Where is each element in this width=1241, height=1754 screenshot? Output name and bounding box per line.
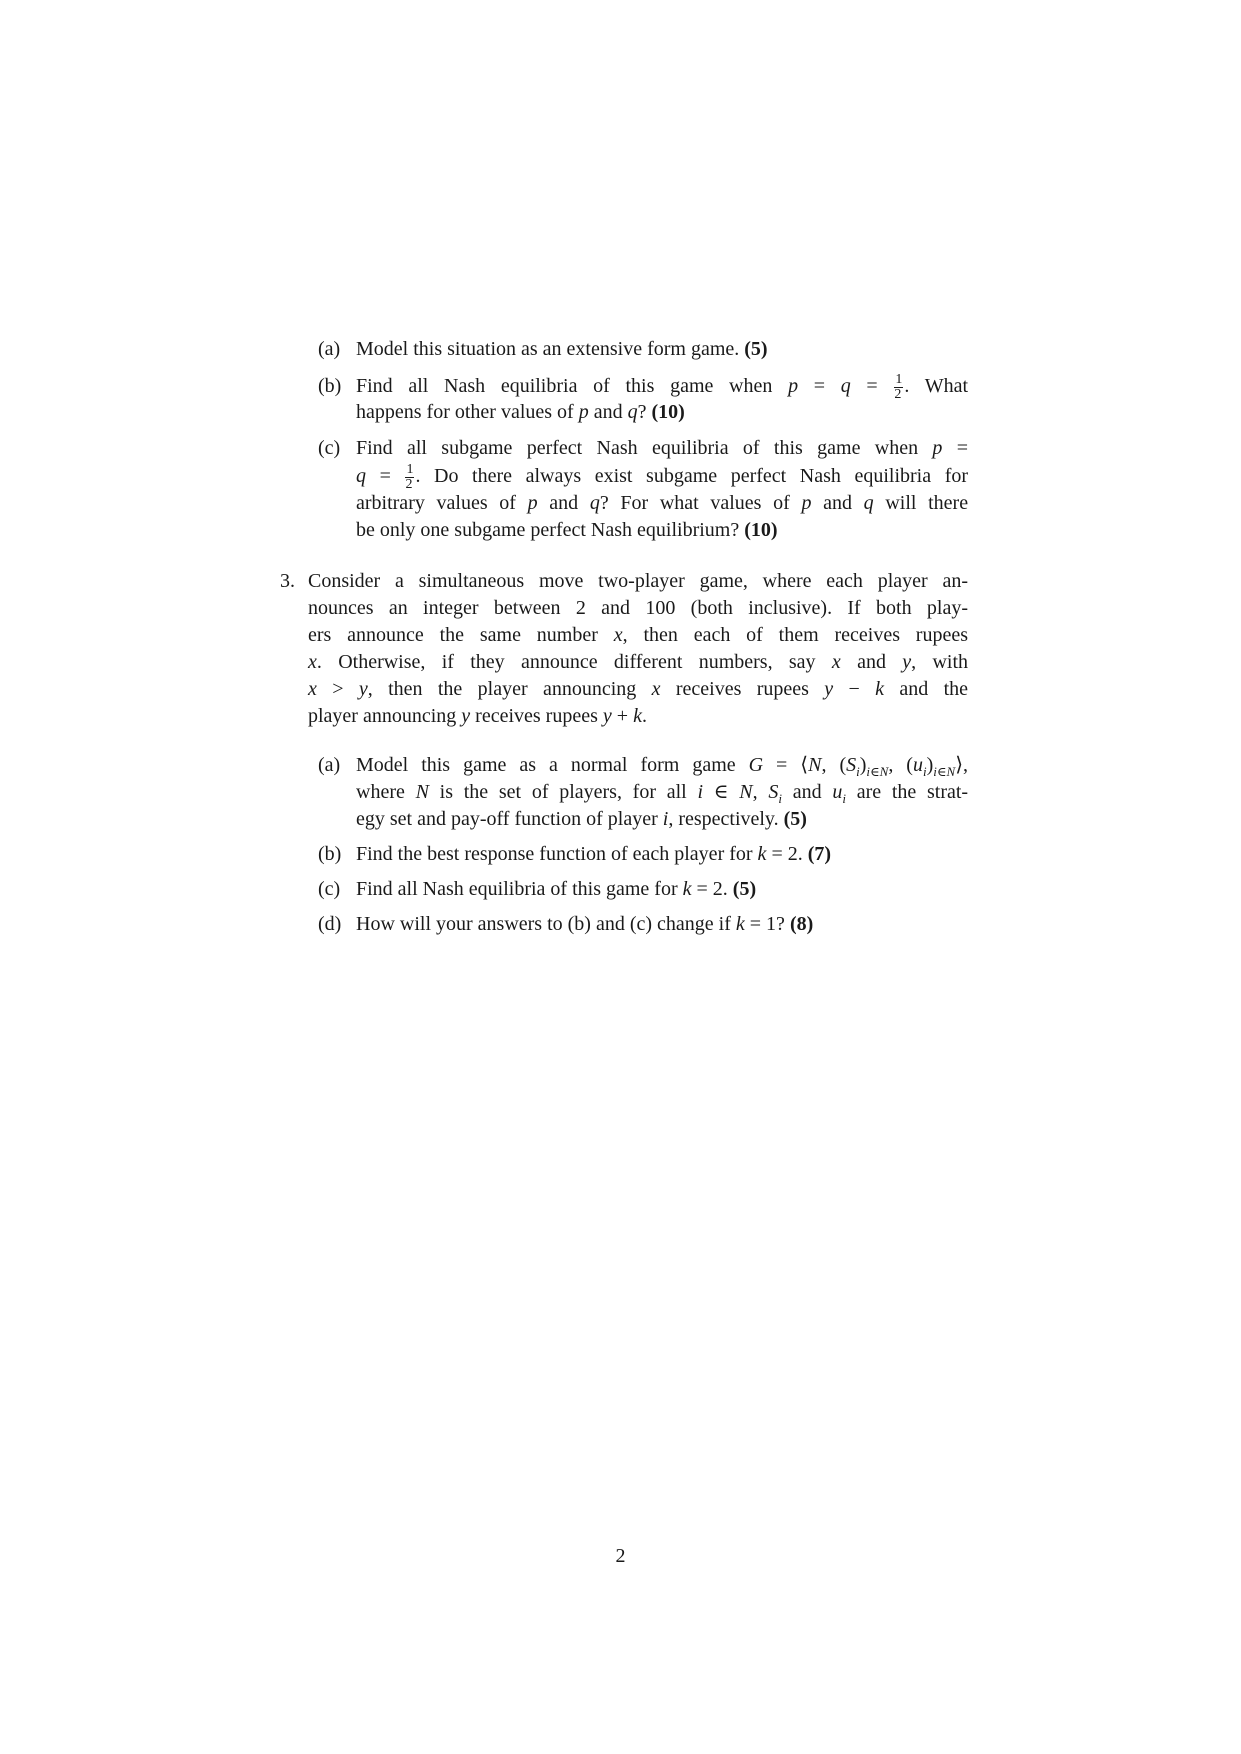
q3a-text-2: where [356,781,405,803]
exam-page: (a) Model this situation as an extensive form game. (5) (b) Find all Nash equilibria of this game when p = q = $\frac{1}{2}$ . What happens for other values of p and q? (10) (c) Find all subgame perfect Nash equilibria of this game when p = q = $\frac{1}{2}$ . Do there always exist subgame perfect Nash equilibria for arbitrary values of p and q? For what values of p and q will there be only one subgame perfect Nash equilibrium? (10) 3. Consider a simultaneous move two-player game, where each player an- nounces an integer between 2 and 100 (both inclusive). If both play- ers announce the same number x, then each of them receives rupees x. Otherwise, if they announce different numbers, say x and y, with x > y, then the player announcing x receives rupees y − k and the player announcing y receives rupees y + k. (a) Model this game as a normal form game G = ⟨N, $(S_i)_{i\in N}$, $(u_i)_{i\in N}⟩$, where N is the set of players, for all i ∈ N, $S_i$ and $u_i$ are the strat- egy set and pay-off function of player i, respectively. (5) (b) Find the best response function of each player for k = 2. (7) (c) Find all Nash equilibria of this game for k = 2. (5) (d) How will your answers to (b) and (c) change if k = 1? (8) 2 [0,0,1241,1754]
q2-part-c-line2: q = $\frac{1}{2}$ . Do there always exist subgame perfect Nash equilibria for [356,462,969,492]
q3-line-1: Consider a simultaneous move two-player game, where each player an- [308,570,968,592]
label: (a) [318,338,341,360]
q2c-text-5: For what values of [620,492,790,514]
q3-line-5: x > y, then the player announcing x receives rupees y − k and the [308,678,969,700]
q3a-text-6: egy set and pay-off function of player [356,808,658,830]
q2b-text-1: Find all Nash equilibria of this game when [356,375,773,398]
q2c-text-6: and [823,492,852,514]
q3a-text-4: and [792,781,822,803]
marks: (5) [732,878,757,900]
q3-text-6b: receives rupees [475,705,598,727]
q2b-text-3: happens for other values of [356,401,574,423]
q2c-text-8: be only one subgame perfect Nash equilibrium? [356,519,740,541]
marks: (5) [744,338,768,360]
label: (a) [318,754,341,776]
q3-text-3a: ers announce the same number [308,624,598,646]
q2c-text-2: Do there always exist subgame perfect Nash equilibria for [434,465,969,488]
q3a-text-7: respectively. [678,808,779,830]
marks: (8) [789,913,814,935]
q3-line-2: nounces an integer between 2 and 100 (both inclusive). If both play- [308,597,968,619]
q3-text-3b: then each of them receives rupees [643,624,968,646]
q3-text-5c: and the [899,678,969,700]
q2c-text-7: will there [885,492,969,514]
q3a-text-3: is the set of players, for all [439,781,687,803]
q3-text-4a: Otherwise, if they announce different numbers, say [338,651,816,673]
q3-line-3: ers announce the same number x, then each of them receives rupees [308,624,968,646]
q3b-text: Find the best response function of each player for [356,843,753,865]
q3a-text-1: Model this game as a normal form game [356,754,736,776]
q3-part-a-line2: where N is the set of players, for all i ∈ N, $S_i$ and $u_i$ are the strat- [356,781,969,806]
q3-text-5a: then the player announcing [388,678,637,700]
label: (b) [318,375,342,397]
marks: (10) [651,401,685,423]
q3-text-4c: with [932,651,969,673]
q3-line-4: x. Otherwise, if they announce different numbers, say x and y, with [308,651,969,673]
label: (c) [318,437,341,459]
q2b-text-2: What [924,375,969,398]
q2b-text-4: and [593,401,623,423]
q2a-text: Model this situation as an extensive form game. [356,338,740,360]
q2-part-c-line3: arbitrary values of p and q? For what values of p and q will there [356,492,969,514]
q3-part-a-line3: egy set and pay-off function of player i, respectively. (5) [356,808,807,830]
q3-text-4b: and [857,651,886,673]
q3d-text: How will your answers to (b) and (c) change if [356,913,731,935]
q2c-text-4: and [549,492,579,514]
page-number: 2 [615,1545,626,1567]
marks: (7) [807,843,832,865]
label: (b) [318,843,342,865]
label: (c) [318,878,341,900]
q2-part-b-line2: happens for other values of p and q? (10) [356,401,685,423]
q2-part-c-line4 [356,517,778,544]
q3-text-5b: receives rupees [675,678,809,700]
q2c-text-1: Find all subgame perfect Nash equilibria of this game when [356,437,919,459]
q3c-text: Find all Nash equilibria of this game for [356,878,678,900]
q3-label: 3. [280,570,295,592]
marks: (10) [744,519,778,541]
q2c-text-3: arbitrary values of [356,492,516,514]
q3-text-6a: player announcing [308,705,457,727]
label: (d) [318,913,342,935]
q3a-text-5: are the strat- [856,781,969,803]
marks: (5) [783,808,807,830]
q3-line-6: player announcing y receives rupees y + k. [308,705,647,727]
